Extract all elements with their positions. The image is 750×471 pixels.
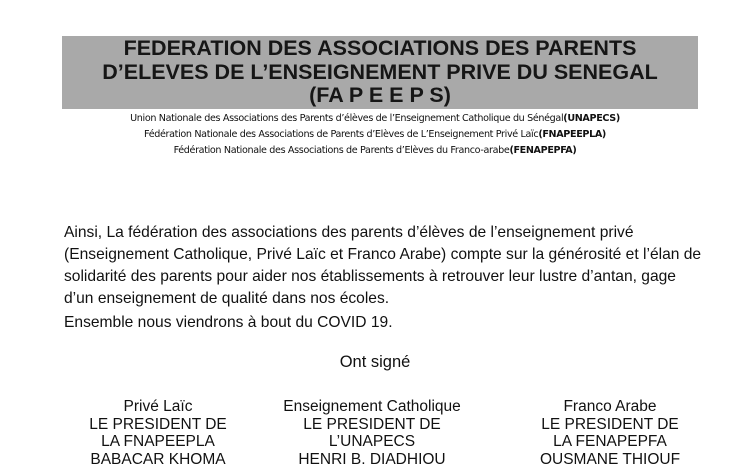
title-line: D’ELEVES DE L’ENSEIGNEMENT PRIVE DU SENEGAL bbox=[102, 59, 658, 84]
affiliate-line bbox=[0, 127, 750, 143]
affiliate-name: Fédération Nationale des Associations de Parents d’Elèves du Franco-arabe bbox=[173, 145, 510, 156]
signatory-catholique bbox=[262, 398, 482, 468]
body-paragraph: Ainsi, La fédération des associations des parents d’élèves de l’enseignement privé (Enseignement Catholique, Privé Laïc et Franco Arabe) compte sur la générosité et l’élan de solidarité des parents pour aider nos établissements à retrouver leur lustre d’antan, gage d’un enseignement de qualité dans nos écoles. bbox=[64, 224, 702, 307]
affiliate-abbr: (UNAPECS) bbox=[563, 113, 620, 124]
signatory-role: LE PRESIDENT DE bbox=[303, 415, 441, 433]
signatory-org: LA FNAPEEPLA bbox=[101, 433, 215, 450]
title-line: (FA P E E P S) bbox=[309, 83, 451, 107]
closing-line: Ensemble nous viendrons à bout du COVID 19. bbox=[64, 314, 393, 331]
signatory-role: LE PRESIDENT DE bbox=[541, 415, 679, 433]
signatory-sector: Privé Laïc bbox=[123, 398, 193, 415]
signatory-name: OUSMANE THIOUF bbox=[539, 450, 681, 468]
affiliate-name: Fédération Nationale des Associations de Parents d’Elèves de L’Enseignement Privé Laïc bbox=[144, 129, 539, 140]
signatory-org: LA FENAPEPFA bbox=[553, 433, 667, 450]
signatory-name: HENRI B. DIADHIOU bbox=[298, 450, 446, 468]
affiliate-line bbox=[0, 111, 750, 127]
signatory-sector: Enseignement Catholique bbox=[283, 398, 461, 415]
signatory-org: L’UNAPECS bbox=[328, 433, 416, 450]
signatory-privé-laic bbox=[48, 398, 268, 468]
title-banner bbox=[62, 36, 698, 109]
title-line: FEDERATION DES ASSOCIATIONS DES PARENTS bbox=[123, 36, 637, 60]
affiliate-name: Union Nationale des Associations des Parents d’élèves de l’Enseignement Catholique du Sénégal bbox=[130, 113, 564, 124]
signatory-sector: Franco Arabe bbox=[563, 398, 657, 415]
signatory-franco-arabe bbox=[500, 398, 720, 468]
affiliate-line bbox=[0, 143, 750, 159]
affiliate-abbr: (FNAPEEPLA) bbox=[538, 129, 606, 140]
signatory-name: BABACAR KHOMA bbox=[90, 450, 226, 468]
signatory-role: LE PRESIDENT DE bbox=[89, 415, 227, 433]
affiliate-abbr: (FENAPEPFA) bbox=[509, 145, 577, 156]
signed-label: Ont signé bbox=[339, 353, 411, 371]
affiliate-list bbox=[0, 111, 750, 159]
